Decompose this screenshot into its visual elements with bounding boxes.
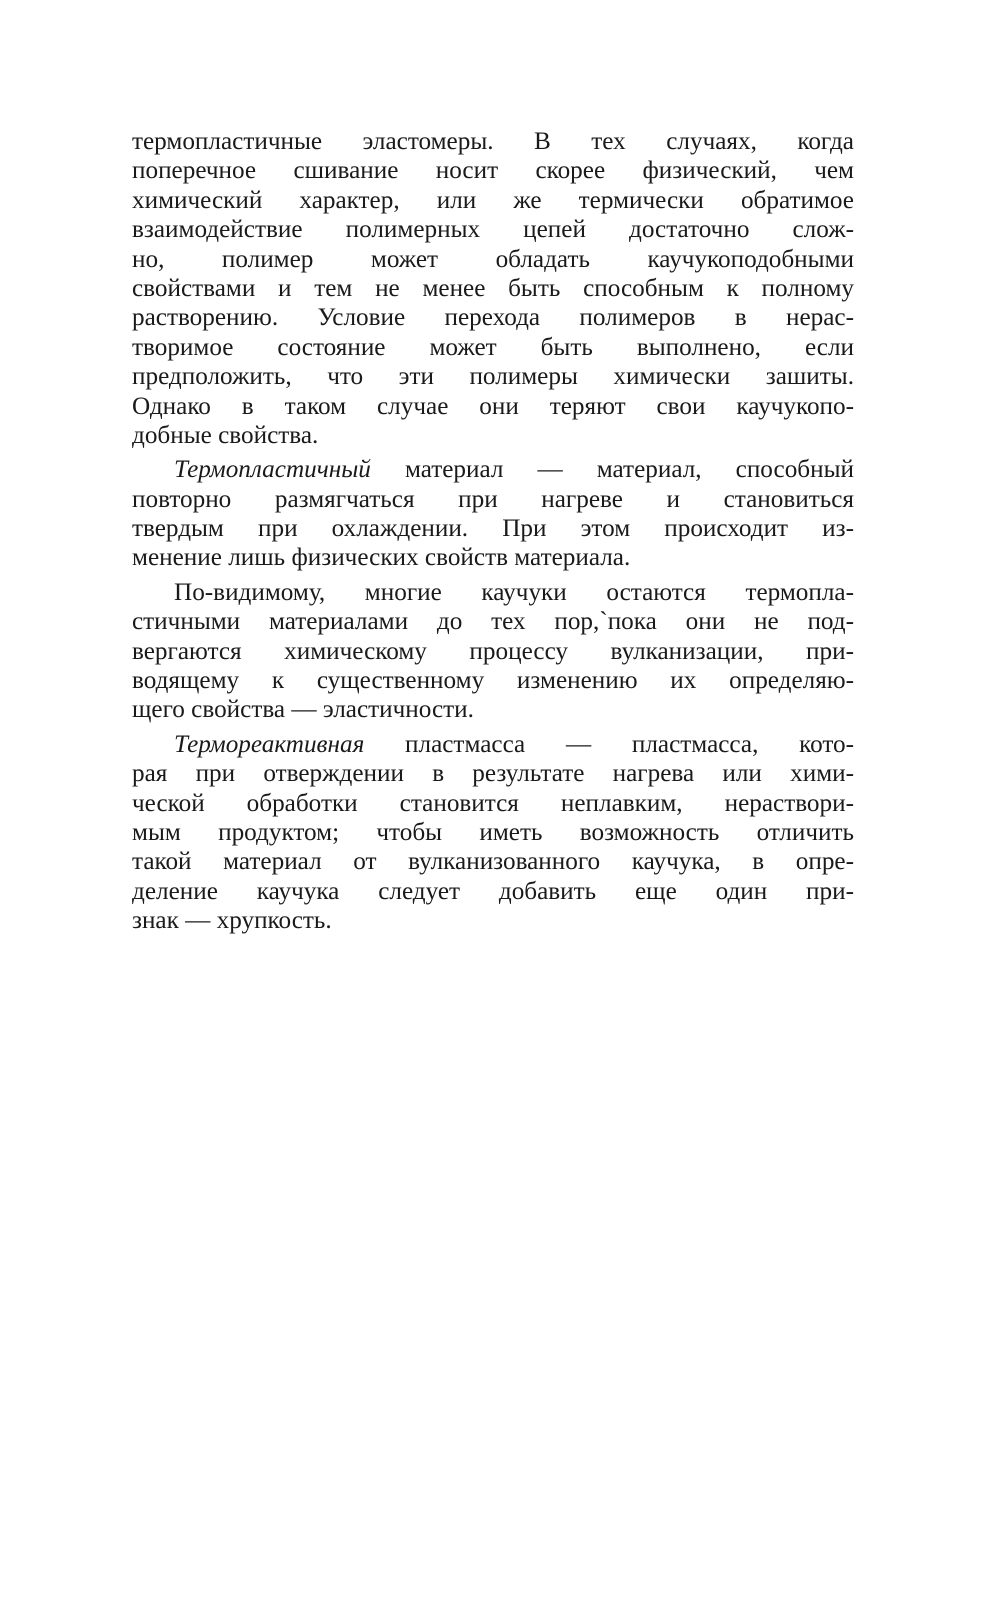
- text-line: взаимодействие полимерных цепей достаточно слож-: [132, 216, 854, 244]
- text-line: [132, 455, 854, 484]
- text-line: знак — хрупкость.: [132, 907, 332, 935]
- paragraph-thermoplastic-definition: [132, 455, 854, 573]
- defined-term: Термореактивная: [174, 730, 365, 758]
- text-line: щего свойства — эластичности.: [132, 696, 474, 724]
- text-line: растворению. Условие перехода полимеров в нерас-: [132, 304, 854, 332]
- text-line: Однако в таком случае они теряют свои каучукопо-: [132, 392, 854, 420]
- text-line: менение лишь физических свойств материала.: [132, 544, 631, 572]
- text-line: свойствами и тем не менее быть способным к полному: [132, 274, 854, 302]
- text-line: повторно размягчаться при нагреве и становиться: [132, 485, 854, 513]
- text-line: деление каучука следует добавить еще один при-: [132, 877, 854, 905]
- text-line: химический характер, или же термически обратимое: [132, 186, 854, 214]
- text-line: ческой обработки становится неплавким, нераствори-: [132, 789, 854, 817]
- text-line: добные свойства.: [132, 421, 319, 449]
- text-line: предположить, что эти полимеры химически зашиты.: [132, 363, 854, 391]
- page-text-block: [132, 127, 854, 936]
- defined-term: Термопластичный: [174, 456, 371, 484]
- paragraph-elastomers: [132, 127, 854, 450]
- definition-text: пластмасса — пластмасса, кото-: [364, 730, 854, 758]
- text-line: По-видимому, многие каучуки остаются термопла-: [174, 578, 854, 606]
- text-line: такой материал от вулканизованного каучука, в опре-: [132, 848, 854, 876]
- text-line: термопластичные эластомеры. В тех случаях, когда: [132, 128, 854, 155]
- text-line: стичными материалами до тех пор,`пока они не под-: [132, 608, 854, 636]
- paragraph-rubbers: [132, 578, 854, 725]
- text-line: творимое состояние может быть выполнено, если: [132, 333, 854, 361]
- text-line: водящему к существенному изменению их определяю-: [132, 667, 854, 695]
- text-line: поперечное сшивание носит скорее физический, чем: [132, 157, 854, 185]
- paragraph-thermoset-definition: [132, 730, 854, 936]
- text-line: [132, 730, 854, 759]
- text-line: твердым при охлаждении. При этом происходит из-: [132, 515, 854, 543]
- text-line: рая при отверждении в результате нагрева или хими-: [132, 760, 854, 788]
- text-line: но, полимер может обладать каучукоподобными: [132, 245, 854, 273]
- definition-text: материал — материал, способный: [370, 456, 854, 484]
- text-line: вергаются химическому процессу вулканизации, при-: [132, 637, 854, 665]
- text-line: мым продуктом; чтобы иметь возможность отличить: [132, 818, 854, 846]
